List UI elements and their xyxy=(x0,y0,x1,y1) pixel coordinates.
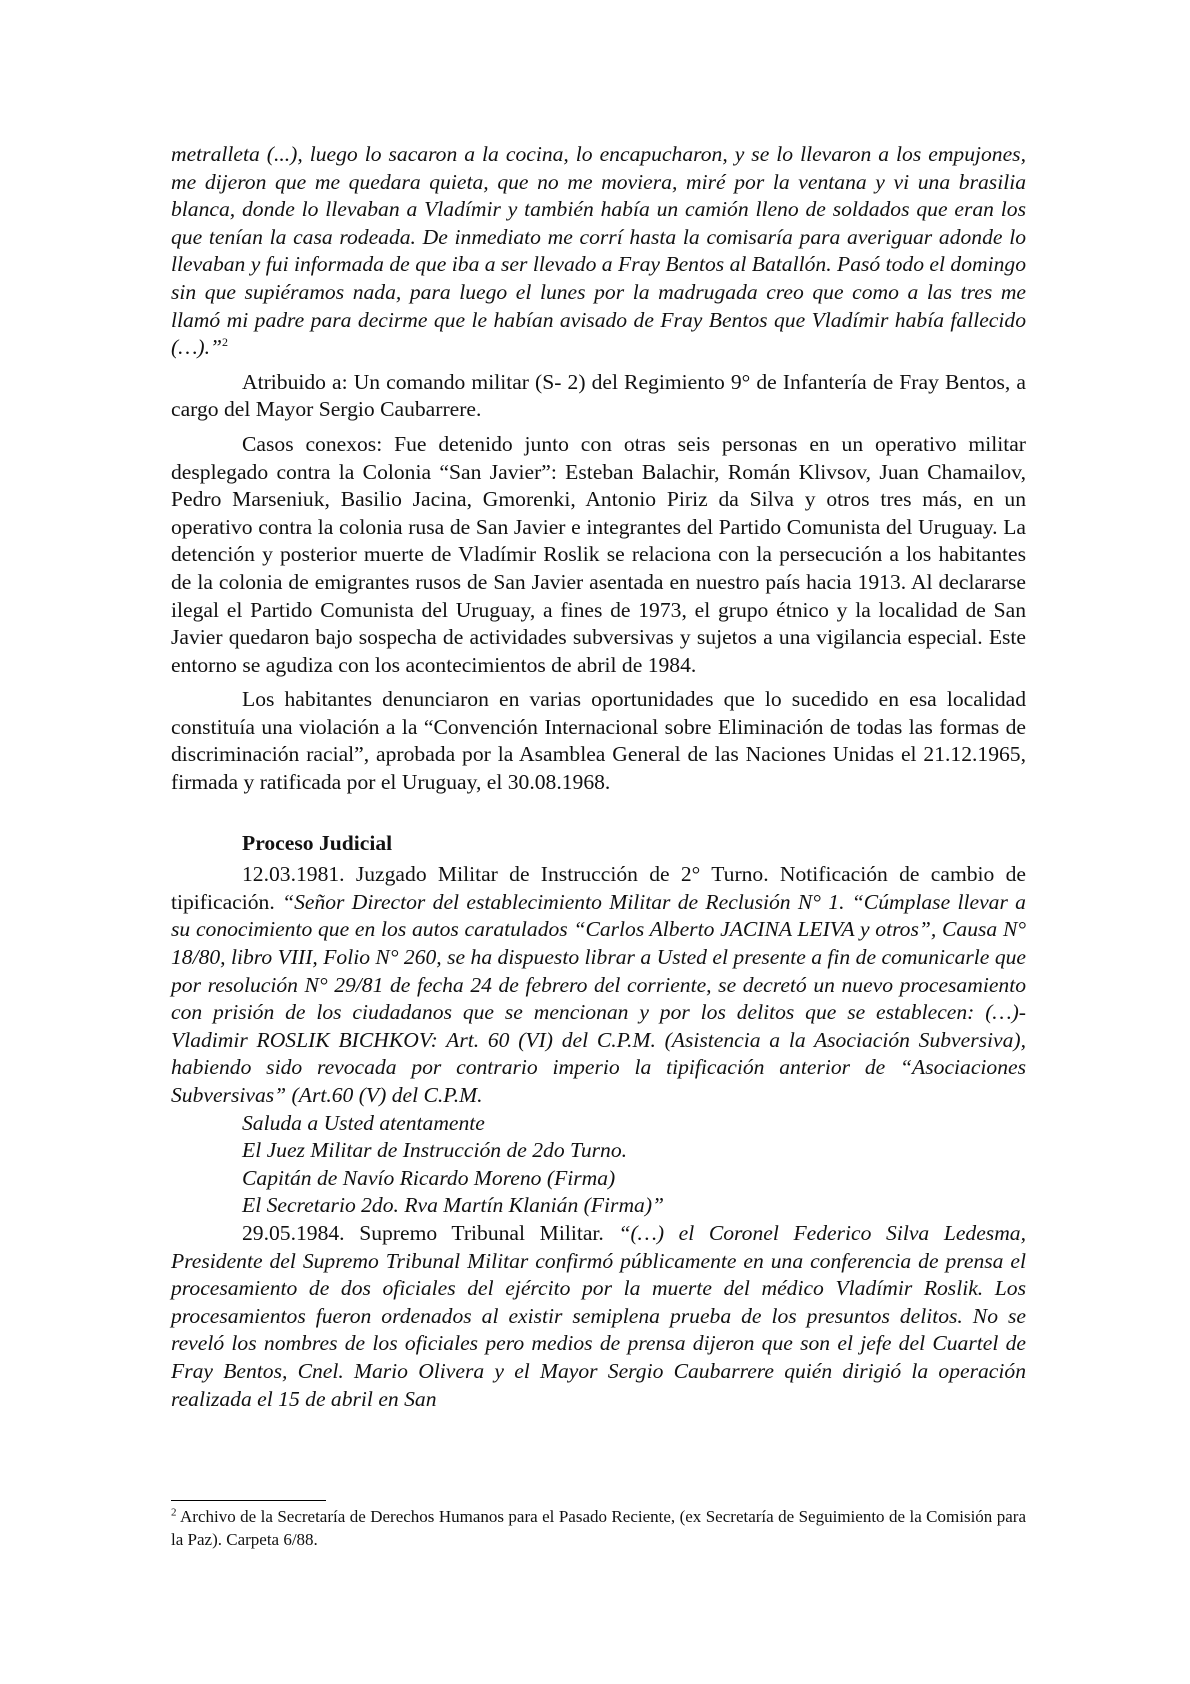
body-text xyxy=(171,141,1026,1413)
footnote xyxy=(171,1505,1026,1551)
entry-1984-quote: “(…) el Coronel Federico Silva Ledesma, Presidente del Supremo Tribunal Militar confirmó públicamente en una conferencia de prensa el procesamiento de dos oficiales del ejército por la muerte del médico Vladímir Roslik. Los procesamientos fueron ordenados al existir semiplena prueba de los presuntos delitos. No se reveló los nombres de los oficiales pero medios de prensa dijeron que son el jefe del Cuartel de Fray Bentos, Cnel. Mario Olivera y el Mayor Sergio Caubarrere quién dirigió la operación realizada el 15 de abril en San xyxy=(171,1220,1026,1411)
quote-continuation-text: metralleta (...), luego lo sacaron a la cocina, lo encapucharon, y se lo llevaron a los empujones, me dijeron que me quedara quieta, que no me moviera, miré por la ventana y vi una brasilia blanca, donde lo llevaban a Vladímir y también había un camión lleno de soldados que eran los que tenían la casa rodeada. De inmediato me corrí hasta la comisaría para averiguar adonde lo llevaban y fui informada de que iba a ser llevado a Fray Bentos al Batallón. Pasó todo el domingo sin que supiéramos nada, para luego el lunes por la madrugada creo que como a las tres me llamó mi padre para decirme que le habían avisado de Fray Bentos que Vladímir había fallecido (…).” xyxy=(171,142,1026,360)
signature-line: El Juez Militar de Instrucción de 2do Turno. xyxy=(242,1138,628,1163)
entry-1981 xyxy=(171,861,1026,1109)
entry-1984 xyxy=(171,1220,1026,1413)
paragraph-casos-conexos: Casos conexos: Fue detenido junto con otras seis personas en un operativo militar desplegado contra la Colonia “San Javier”: Esteban Balachir, Román Klivsov, Juan Chamailov, Pedro Marseniuk, Basilio Jacina, Gmorenki, Antonio Piriz da Silva y otros tres más, en un operativo contra la colonia rusa de San Javier e integrantes del Partido Comunista del Uruguay. La detención y posterior muerte de Vladímir Roslik se relaciona con la persecución a los habitantes de la colonia de emigrantes rusos de San Javier asentada en nuestro país hacia 1913. Al declararse ilegal el Partido Comunista del Uruguay, a fines de 1973, el grupo étnico y la localidad de San Javier quedaron bajo sospecha de actividades subversivas y sujetos a una vigilancia especial. Este entorno se agudiza con los acontecimientos de abril de 1984. xyxy=(171,431,1026,677)
signature-line: Capitán de Navío Ricardo Moreno (Firma) xyxy=(242,1165,616,1190)
paragraph-habitantes: Los habitantes denunciaron en varias oportunidades que lo sucedido en esa localidad constituía una violación a la “Convención Internacional sobre Eliminación de todas las formas de discriminación racial”, aprobada por la Asamblea General de las Naciones Unidas el 21.12.1965, firmada y ratificada por el Uruguay, el 30.08.1968. xyxy=(171,687,1026,795)
footnote-text: Archivo de la Secretaría de Derechos Humanos para el Pasado Reciente, (ex Secretaría de Seguimiento de la Comisión para la Paz). Carpeta 6/88. xyxy=(171,1507,1026,1549)
section-heading: Proceso Judicial xyxy=(242,830,393,855)
entry-1981-intro: 12.03.1981. Juzgado Militar de Instrucción de 2° Turno. Notificación de cambio de tipificación. xyxy=(171,862,1026,914)
entry-1981-quote: “Señor Director del establecimiento Militar de Reclusión N° 1. “Cúmplase llevar a su conocimiento que en los autos caratulados “Carlos Alberto JACINA LEIVA y otros”, Causa N° 18/80, libro VIII, Folio N° 260, se ha dispuesto librar a Usted el presente a fin de comunicarle que por resolución N° 29/81 de fecha 24 de febrero del corriente, se decretó un nuevo procesamiento con prisión de los ciudadanos que se mencionan y por los delitos que se establecen: (…)- Vladimir ROSLIK BICHKOV: Art. 60 (VI) del C.P.M. (Asistencia a la Asociación Subversiva), habiendo sido revocada por contrario imperio la tipificación anterior de “Asociaciones Subversivas” (Art.60 (V) del C.P.M. xyxy=(171,889,1026,1107)
signature-line: Saluda a Usted atentamente xyxy=(242,1110,485,1135)
footnote-divider xyxy=(171,1500,326,1501)
signature-line: El Secretario 2do. Rva Martín Klanián (Firma)” xyxy=(242,1193,665,1218)
paragraph-atribuido: Atribuido a: Un comando militar (S- 2) del Regimiento 9° de Infantería de Fray Bentos, a cargo del Mayor Sergio Caubarrere. xyxy=(171,369,1026,422)
entry-1984-intro: 29.05.1984. Supremo Tribunal Militar. xyxy=(242,1220,619,1245)
footnote-reference: 2 xyxy=(222,334,228,349)
footnote-number: 2 xyxy=(171,1506,177,1519)
quote-continuation xyxy=(171,141,1026,362)
